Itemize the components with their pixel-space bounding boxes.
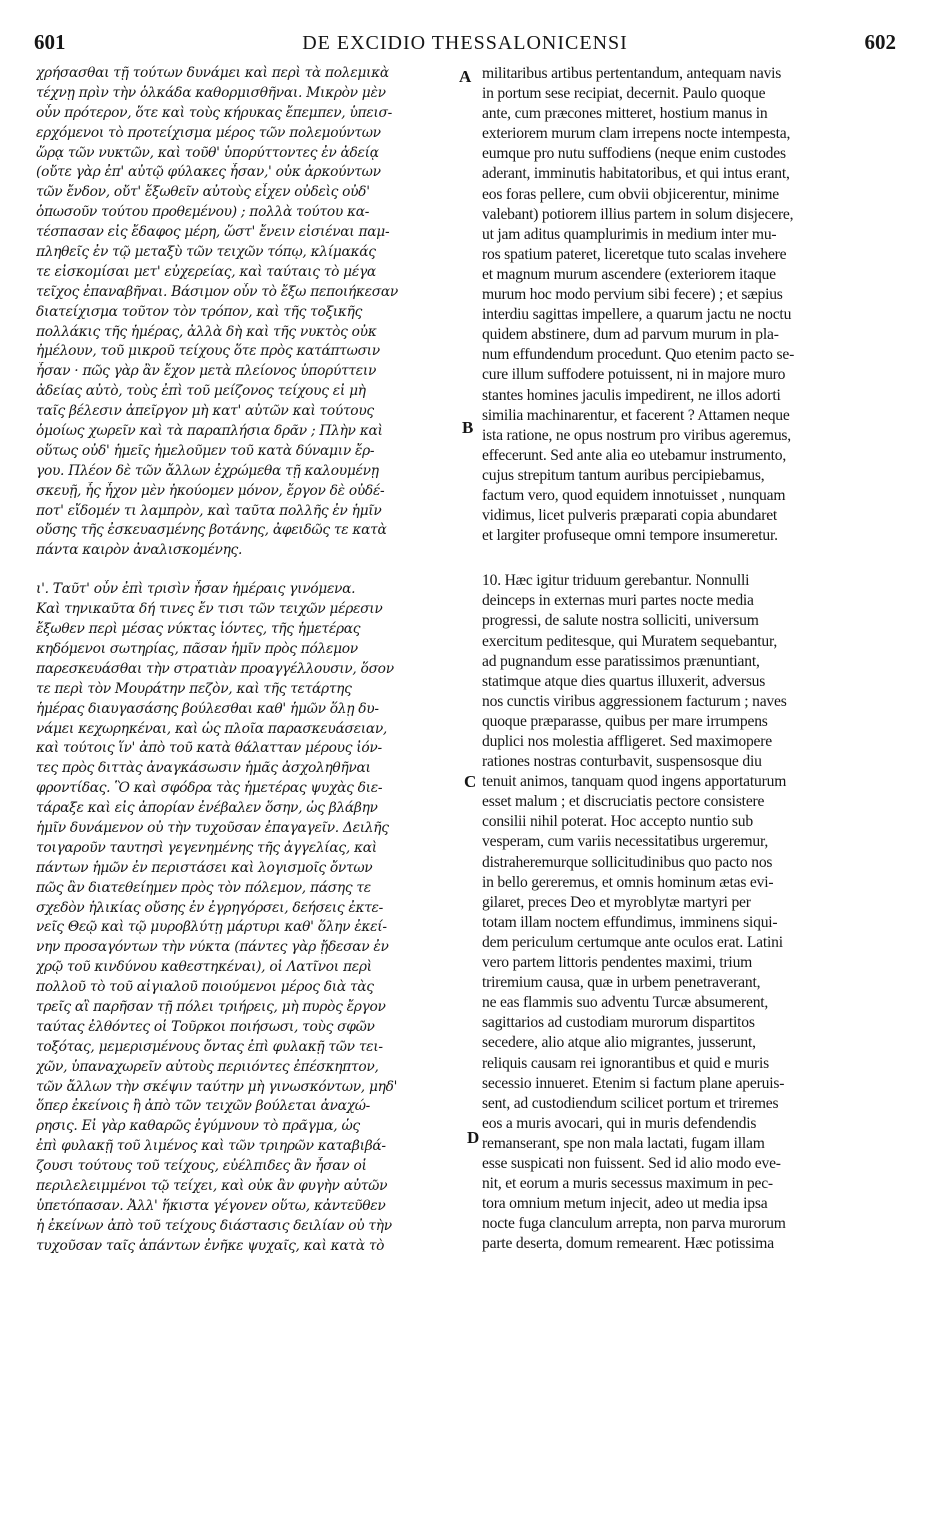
paragraph-gap (482, 546, 895, 571)
text-line: περιλελειμμένοι τῷ τείχει, καὶ οὐκ ἂν φυγὴν αὐτῶν (36, 1177, 388, 1194)
text-line: τοξότας, μεμερισμένους ὄντας ἐπὶ φυλακῇ τῶν τει- (36, 1038, 383, 1055)
text-line: τυχοῦσαν ταῖς ἁπάντων ἐνῆκε ψυχαῖς, καὶ κατὰ τὸ (36, 1237, 385, 1254)
right-page-number: 602 (864, 30, 896, 54)
text-line: ante, cum præcones mitteret, hostium manus in (482, 105, 768, 123)
text-line: τοιγαροῦν ταυτησὶ γεγενημένης τῆς ἀγγελίας, καὶ (36, 839, 377, 856)
text-line: tenuit animos, tanquam quod ingens apportaturum (482, 773, 787, 791)
text-line: parte deserta, domum remearent. Hæc potissima (482, 1235, 774, 1253)
text-line: totam illam noctem effundimus, imminens siqui- (482, 913, 778, 931)
text-line: χρῷ τοῦ κινδύνου καθεστηκέναι), οἱ Λατῖνοι περὶ (36, 959, 372, 976)
text-line: ἐπὶ φυλακῇ τοῦ λιμένος καὶ τῶν τριηρῶν καταβιβά- (36, 1138, 386, 1155)
text-line: effecerunt. Sed ante alia eo utebamur instrumento, (482, 446, 787, 464)
text-line: distraheremurque sollicitudinibus quo pacto nos (482, 853, 773, 871)
text-line: ὥρᾳ τῶν νυκτῶν, καὶ τοῦθ' ὑπορύττοντες ἐν ἀδείᾳ (36, 144, 379, 161)
latin-paragraph (482, 64, 895, 546)
text-line: παρεσκευάσθαι τὴν στρατιὰν προαγγέλλουσιν, ὅσον (36, 660, 394, 677)
text-line: τῶν ἔνδον, οὔτ' ἔξωθεῖν αὐτοὺς εἶχεν οὐδεὶς οὐδ' (36, 184, 370, 201)
text-line: διατείχισμα τοῦτον τὸν τρόπον, καὶ τῆς τοξικῆς (36, 303, 363, 320)
text-line: interdiu sagittas impellere, a quarum jactu ne noctu (482, 306, 792, 324)
text-line: οὖν πρότερον, ὅτε καὶ τοὺς κήρυκας ἔπεμπεν, ὑπεισ- (36, 104, 393, 121)
text-line: nos cunctis viribus aggressionem facturum ; naves (482, 692, 787, 710)
text-line: murum hoc modo pervium sibi fecere) ; et sæpius (482, 286, 783, 304)
text-line: stantes homines jaculis impedirent, ne illos adorti (482, 386, 781, 404)
text-line: νάμει κεχωρηκέναι, καὶ ὡς πλοῖα παρασκευάσειαν, (36, 720, 388, 737)
text-line: exercitum peditesque, qui Muratem sequebantur, (482, 632, 778, 650)
text-line: eumque pro nutu suffodiens (neque enim custodes (482, 145, 786, 163)
text-line: remanserant, spe non mala lactati, fugam illam (482, 1134, 765, 1152)
text-line: vidimus, licet pulveris præparati copia abundaret (482, 507, 778, 525)
text-line: reliquis causam rei ignorantibus et quid e muris (482, 1054, 770, 1072)
text-line: vesperam, cum variis necessitatibus urgeremur, (482, 833, 769, 851)
text-line: nocte fuga clanculum arrepta, non parva murorum (482, 1215, 786, 1233)
text-line: τε περὶ τὸν Μουράτην πεζὸν, καὶ τῆς τετάρτης (36, 680, 352, 697)
text-line: Καὶ τηνικαῦτα δή τινες ἔν τισι τῶν τειχῶν μέρεσιν (36, 601, 383, 618)
margin-marker-a: A (459, 67, 472, 86)
text-line: factum vero, quod equidem innotuisset , nunquam (482, 486, 786, 504)
text-line: eos a muris avocari, qui in muris defendendis (482, 1114, 757, 1132)
greek-paragraph (36, 64, 459, 561)
text-line: militaribus artibus pertentandum, antequam navis (482, 65, 782, 82)
text-line: ποτ' εἴδομέν τι λαμπρὸν, καὶ ταῦτα πολλῆς ἐν ἡμῖν (36, 502, 382, 519)
text-line: sent, ad custodiendum scilicet portum et triremes (482, 1094, 779, 1112)
text-line: valebant) potiorem illius partem in solum disjecere, (482, 205, 794, 223)
text-line: ὁμοίως χωρεῖν καὶ τὰ παραπλήσια δρᾶν ; Πλὴν καὶ (36, 423, 383, 440)
text-line: 10. Hæc igitur triduum gerebantur. Nonnulli (482, 572, 750, 590)
text-line: triremium causa, quæ in urbem penetraverant, (482, 974, 761, 992)
text-line: πολλάκις τῆς ἡμέρας, ἀλλὰ δὴ καὶ τῆς νυκτὸς οὐκ (36, 323, 377, 340)
text-line: ἦσαν · πῶς γὰρ ἂν ἔχον μετὰ πλείονος ὑπορύττειν (36, 363, 377, 380)
text-line: et largiter profuseque omni tempore insumeretur. (482, 527, 778, 545)
text-line: ἔξωθεν περὶ μέσας νύκτας ἰόντες, τῆς ἡμετέρας (36, 621, 361, 638)
text-line: duplici nos molestia affligeret. Sed maximopere (482, 733, 772, 750)
text-line: ἡμῖν δυνάμενον οὐ τὴν τυχοῦσαν ἐπαγαγεῖν. Δειλῆς (36, 819, 389, 836)
running-title: DE EXCIDIO THESSALONICENSI (302, 32, 628, 54)
text-line: τε εἰσκομίσαι μετ' εὐχερείας, καὶ ταύταις τὸ μέγα (36, 263, 376, 280)
text-line: eos foras pellere, cum obvii objicerentur, minime (482, 185, 780, 203)
margin-marker-c: C (464, 772, 477, 791)
text-line: τεῖχος ἐπαναβῆναι. Βάσιμον οὖν τὸ ἔξω πεποιήκεσαν (36, 283, 399, 300)
text-line: in bello gereremus, et omnis hominum ætas evi- (482, 873, 774, 891)
text-line: οὔσης τῆς ἐσκευασμένης βοτάνης, ἀφειδῶς τε κατὰ (36, 522, 387, 539)
latin-paragraph (482, 571, 895, 1254)
text-line: ρησις. Εἰ γὰρ καθαρῶς ἐγύμνουν τὸ πρᾶγμα, ὡς (36, 1118, 360, 1135)
text-line: (οὔτε γὰρ ἐπ' αὐτῷ φύλακες ἦσαν,' οὐκ ἀρκούντων (36, 164, 381, 181)
text-line: consilii nihil poterat. Hoc accepto nuntio sub (482, 813, 753, 831)
text-line: aderant, imminutis habitatoribus, et qui intus erant, (482, 165, 790, 183)
paragraph-gap (36, 561, 459, 580)
text-line: in portum sese recipiat, decernit. Paulo quoque (482, 85, 766, 103)
text-line: ut jam aditus quamplurimis in medium inter mu- (482, 225, 777, 243)
latin-column (482, 64, 895, 1254)
text-line: τες πρὸς διττὰς ἀναγκάσωσιν ἡμᾶς ἀσχοληθῆναι (36, 760, 371, 777)
text-line: οὕτως οὐδ' ἡμεῖς ἠμελοῦμεν τοῦ κατὰ δύναμιν ἔρ- (36, 442, 375, 459)
text-line: ἡμέρας διαυγασάσης βούλεσθαι καθ' ἡμῶν ὅλῃ δυ- (36, 700, 379, 717)
text-line: γου. Πλέον δὲ τῶν ἄλλων ἐχρώμεθα τῇ καλουμένῃ (36, 462, 379, 479)
text-line: ἀδείας αὐτὸ, τοὺς ἐπὶ τοῦ μείζονος τείχους εἰ μὴ (36, 383, 366, 400)
text-line: τέχνῃ πρὶν τὴν ὁλκάδα καθορμισθῆναι. Μικρὸν μὲν (36, 84, 386, 101)
text-line: ἠμέλουν, τοῦ μικροῦ τείχους ὅτε πρὸς κατάπτωσιν (36, 343, 380, 360)
text-line: πάντων ἡμῶν ἐν περιστάσει καὶ λογισμοῖς ὄντων (36, 859, 373, 876)
text-line: vero partem littoris pendentes maximi, trium (482, 954, 753, 972)
text-line: ἡ ἐκείνων ἀπὸ τοῦ τείχους διάστασις δειλίαν οὐ τὴν (36, 1217, 392, 1234)
page-header (34, 30, 896, 60)
text-line: dem periculum certumque ante oculos erat. Latini (482, 933, 783, 951)
text-line: νην προσαγόντων τὴν νύκτα (πάντες γὰρ ᾔδεσαν ἐν (36, 939, 389, 956)
text-line: esset malum ; et discruciatis pectore consistere (482, 793, 765, 811)
text-line: cujus strepitum tantum auribus percipiebamus, (482, 466, 765, 484)
text-line: τέσπασαν εἰς ἔδαφος μέρη, ὥστ' ἔνειν εἰσιέναι παμ- (36, 224, 390, 241)
greek-paragraph (36, 580, 459, 1256)
text-line: esse suspicati non fuissent. Sed id alio modo eve- (482, 1154, 781, 1172)
text-line: similia machinarentur, et facerent ? Attamen neque (482, 406, 790, 424)
text-line: et magnum murum ascendere (exteriorem itaque (482, 265, 776, 283)
text-line: σχεδὸν ἡλικίας οὔσης ἐν ἐγρηγόρσει, δεήσεις ἐκτε- (36, 899, 384, 916)
text-line: νεῖς Θεῷ καὶ τῷ μυροβλύτῃ μάρτυρι καθ' ὅλην ἐκεί- (36, 919, 387, 936)
text-line: ταύτας ἐλθόντες οἱ Τοῦρκοι ποιήσωσι, τοὺς σφῶν (36, 1018, 375, 1035)
text-line: καὶ τούτοις ἵν' ἀπὸ τοῦ κατὰ θάλατταν μέρους ἰόν- (36, 740, 382, 757)
text-line: ταῖς βέλεσιν ἀπεῖργον μὴ κατ' αὐτῶν καὶ τούτους (36, 403, 374, 420)
text-line: nit, et eorum a muris secessus maximum in pec- (482, 1175, 773, 1193)
text-line: num effundendum procedunt. Quo etenim pacto se- (482, 346, 795, 364)
text-line: sagittarios ad custodiam murorum dispartitos (482, 1014, 755, 1032)
text-line: cure illum suffodere potuissent, ni in majore muro (482, 366, 786, 384)
text-line: quidem abstinere, dum ad parvum murum in pla- (482, 326, 779, 344)
text-line: ζουσι τούτους τοῦ τείχους, εὐέλπιδες ἂν ἦσαν οἱ (36, 1158, 367, 1175)
text-line: ὑπετόπασαν. Ἀλλ' ἥκιστα γέγονεν οὕτω, κἀντεῦθεν (36, 1197, 386, 1214)
text-line: rationes nostras conturbavit, suspensosque diu (482, 753, 762, 771)
text-line: φροντίδας. Ὃ καὶ σφόδρα τὰς ἡμετέρας ψυχὰς διε- (36, 780, 383, 797)
text-line: τῶν ἄλλων τὴν σκέψιν ταύτην μὴ γινωσκόντων, μηδ' (36, 1078, 398, 1095)
text-line: πληθεῖς ἐν τῷ μεταξὺ τῶν τειχῶν τόπῳ, κλίμακάς (36, 244, 376, 261)
margin-marker-b: B (462, 418, 474, 437)
text-line: ὁπωσοῦν τούτου προθεμένου) ; πολλὰ τούτου κα- (36, 204, 370, 221)
text-line: σκευῇ, ἧς ἦχον μὲν ἠκούομεν μόνον, ἔργον δὲ οὐδέ- (36, 482, 385, 499)
text-line: tora omnium metum injecit, adeo ut media ipsa (482, 1195, 768, 1213)
text-line: ros spatium pateret, liceretque tuto scalas invehere (482, 245, 787, 263)
text-line: exteriorem murum clam irrepens nocte intempesta, (482, 125, 791, 143)
text-line: ne eas flammis suo adventu Turcæ absumerent, (482, 994, 769, 1012)
text-line: secessio innueret. Etenim si factum plane aperuis- (482, 1074, 785, 1092)
text-line: ista ratione, ne opus nostrum pro viribus ageremus, (482, 426, 791, 444)
text-line: deinceps in externas muri partes nocte media (482, 592, 754, 610)
text-line: πάντα καιρὸν ἀναλισκομένης. (36, 542, 243, 559)
left-page-number: 601 (34, 30, 66, 54)
text-line: χρήσασθαι τῇ τούτων δυνάμει καὶ περὶ τὰ πολεμικὰ (36, 65, 389, 81)
text-line: statimque atque dies quartus illuxerit, adversus (482, 672, 766, 690)
text-line: gilaret, preces Deo et myroblytæ martyri per (482, 893, 751, 911)
text-line: progressi, de salute nostra solliciti, universum (482, 612, 759, 630)
text-line: ερχόμενοι τὸ προτείχισμα μέρος τῶν πολεμούντων (36, 124, 381, 141)
text-line: πολλοῦ τὸ τοῦ αἰγιαλοῦ ποιούμενοι μέρος διὰ τὰς (36, 979, 374, 996)
text-line: πῶς ἂν διατεθείημεν πρὸς τὸν πόλεμον, πάσης τε (36, 879, 371, 896)
text-line: κηδόμενοι σωτηρίας, πᾶσαν ἡμῖν πρὸς πόλεμον (36, 640, 358, 657)
text-line: ad pugnandum esse paratissimos prænuntiant, (482, 652, 760, 670)
text-line: τρεῖς αἳ παρῆσαν τῇ πόλει τριήρεις, μὴ πυρὸς ἔργον (36, 998, 386, 1015)
text-line: τάραξε καὶ εἰς ἀπορίαν ἐνέβαλεν ὅσην, ὡς βλάβην (36, 800, 378, 817)
greek-column (36, 64, 459, 1257)
text-line: ὅπερ ἐκείνοις ἢ ἀπὸ τῶν τειχῶν βούλεται ἀναχώ- (36, 1098, 371, 1115)
text-line: ι'. Ταῦτ' οὖν ἐπὶ τρισὶν ἦσαν ἡμέραις γινόμενα. (36, 581, 356, 598)
margin-marker-d: D (467, 1128, 480, 1147)
text-line: secedere, alio atque alio migrantes, jusserunt, (482, 1034, 756, 1052)
text-line: quoque præparasse, quibus per mare irrumpens (482, 712, 768, 730)
text-line: χῶν, ὑπαναχωρεῖν αὐτοὺς περιιόντες ἐπέσκηπτον, (36, 1058, 379, 1075)
